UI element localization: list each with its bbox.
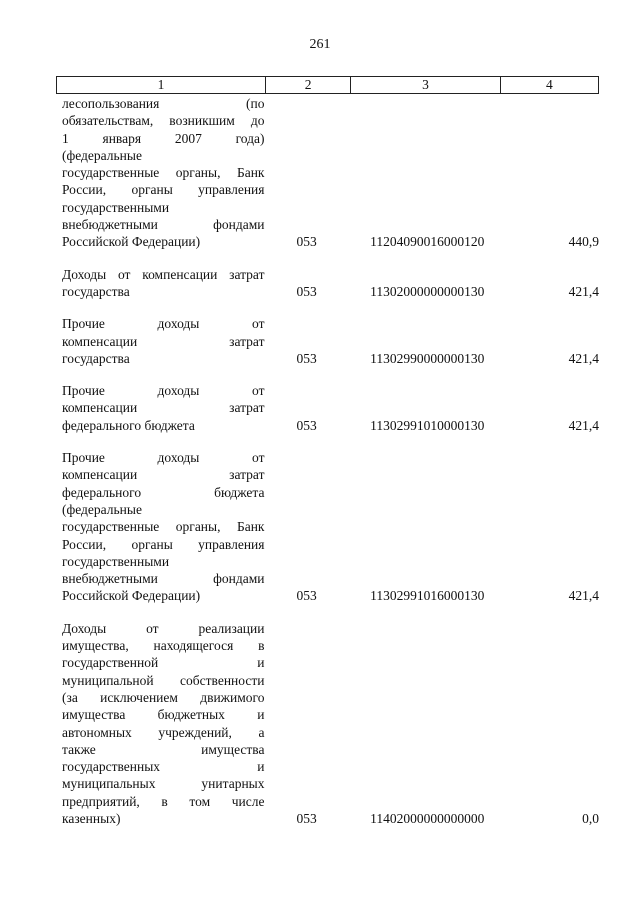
row-name-line: 1 января 2007 года) <box>62 130 265 146</box>
row-name-line: имущества, находящегося в <box>62 638 265 654</box>
row-name-line: казенных) <box>62 810 121 826</box>
row-kbk-code: 11302991010000130 <box>370 417 485 433</box>
table-row <box>56 620 599 828</box>
row-kbk-code: 11402000000000000 <box>370 810 485 826</box>
row-name <box>56 315 264 367</box>
row-name-line: (федеральные <box>62 147 142 163</box>
row-name-line: внебюджетными фондами <box>62 217 265 233</box>
row-name-line: лесопользования (по <box>62 96 265 111</box>
row-amount: 421,4 <box>568 588 599 604</box>
table-row <box>56 449 599 605</box>
row-name-line: внебюджетными фондами <box>62 571 265 587</box>
row-name-line: Прочие доходы от <box>62 383 265 399</box>
header-col-1: 1 <box>57 77 266 94</box>
table-row <box>56 266 599 301</box>
row-admin-code: 053 <box>296 350 317 366</box>
row-amount: 421,4 <box>568 283 599 299</box>
row-admin-code: 053 <box>296 234 317 250</box>
row-name-line: федерального бюджета <box>62 484 265 500</box>
row-name <box>56 620 264 828</box>
row-kbk-code: 11204090016000120 <box>370 234 485 250</box>
row-name-line: государственные органы, Банк <box>62 519 265 535</box>
row-name-line: России, органы управления <box>62 182 265 198</box>
row-name-line: федерального бюджета <box>62 417 195 433</box>
row-name-line: компенсации затрат <box>62 467 265 483</box>
row-name-line: Доходы от компенсации затрат <box>62 266 265 282</box>
header-col-3: 3 <box>351 77 501 94</box>
row-amount: 440,9 <box>568 234 599 250</box>
row-name-line: компенсации затрат <box>62 400 265 416</box>
row-name-line: Доходы от реализации <box>62 620 265 636</box>
row-name-line: Прочие доходы от <box>62 450 265 466</box>
row-amount: 0,0 <box>582 810 599 826</box>
row-name-line: Прочие доходы от <box>62 316 265 332</box>
row-name-line: автономных учреждений, а <box>62 724 265 740</box>
row-name-line: (федеральные <box>62 501 142 517</box>
row-admin-code: 053 <box>296 283 317 299</box>
row-name-line: (за исключением движимого <box>62 689 265 705</box>
row-admin-code: 053 <box>296 810 317 826</box>
row-name <box>56 382 264 434</box>
row-name-line: государственных и <box>62 759 265 775</box>
row-kbk-code: 11302991016000130 <box>370 588 485 604</box>
table-body <box>56 95 599 842</box>
row-name-line: России, органы управления <box>62 536 265 552</box>
row-admin-code: 053 <box>296 417 317 433</box>
row-name-line: муниципальной собственности <box>62 672 265 688</box>
row-name-line: имущества бюджетных и <box>62 707 265 723</box>
row-name-line: Российской Федерации) <box>62 588 201 604</box>
row-name <box>56 95 264 251</box>
row-amount: 421,4 <box>568 417 599 433</box>
row-name-line: государственными <box>62 199 170 215</box>
row-name-line: государства <box>62 350 130 366</box>
table-header <box>56 76 599 94</box>
header-col-4: 4 <box>500 77 598 94</box>
row-name-line: государственными <box>62 553 170 569</box>
page-number: 261 <box>309 37 331 52</box>
table-row <box>56 95 599 251</box>
row-name-line: государственные органы, Банк <box>62 165 265 181</box>
row-name-line: государственной и <box>62 655 265 671</box>
table-row <box>56 315 599 367</box>
row-kbk-code: 11302990000000130 <box>370 350 485 366</box>
row-name <box>56 449 264 605</box>
row-kbk-code: 11302000000000130 <box>370 283 485 299</box>
row-name-line: также имущества <box>62 741 265 757</box>
row-name-line: Российской Федерации) <box>62 234 201 250</box>
row-name-line: предприятий, в том числе <box>62 793 265 809</box>
row-admin-code: 053 <box>296 588 317 604</box>
row-amount: 421,4 <box>568 350 599 366</box>
row-name-line: государства <box>62 283 130 299</box>
header-col-2: 2 <box>266 77 351 94</box>
row-name-line: муниципальных унитарных <box>62 776 265 792</box>
row-name <box>56 266 264 301</box>
row-name-line: компенсации затрат <box>62 333 265 349</box>
row-name-line: обязательствам, возникшим до <box>62 113 265 129</box>
table-row <box>56 382 599 434</box>
